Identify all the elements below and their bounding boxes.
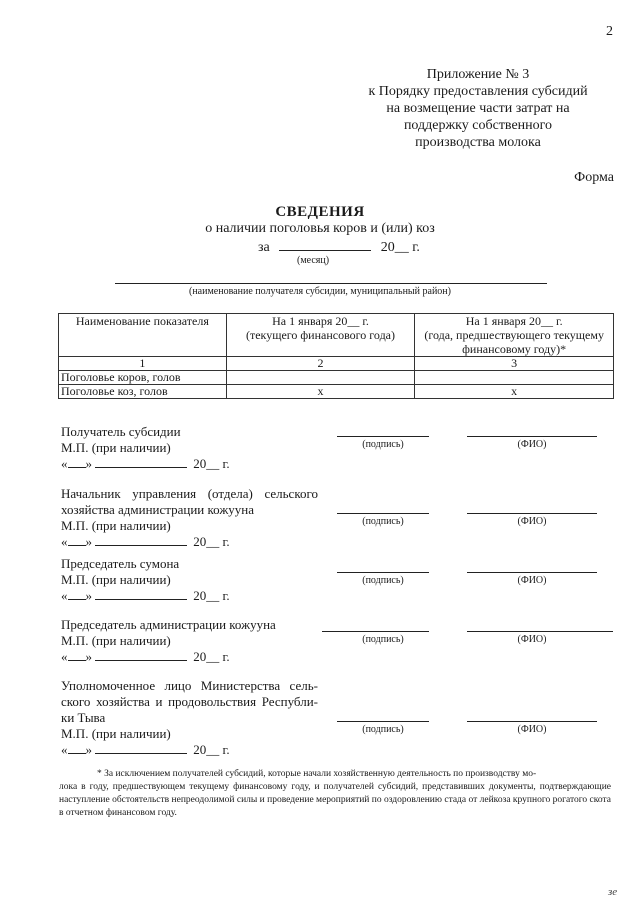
signatory-block (61, 617, 276, 665)
signature-line (337, 436, 429, 437)
appendix-line: Приложение № 3 (426, 67, 530, 82)
table-cell: х (415, 385, 614, 399)
stamp-note: М.П. (при наличии) (61, 633, 171, 648)
fio-line (467, 436, 597, 437)
date-line: « » 20__ г. (61, 649, 230, 664)
signatory-title: Председатель администрации кожууна (61, 617, 276, 632)
recipient-caption: (наименование получателя субсидии, муниципальный район) (189, 286, 451, 297)
table-header-cell: На 1 января 20__ г. (года, предшествующего текущему финансовому году)* (415, 314, 614, 357)
handwritten-mark: зе (608, 886, 618, 898)
appendix-line: поддержку собственного (403, 118, 553, 133)
table-cell: Поголовье коров, голов (59, 371, 227, 385)
period-year: 20__ г. (380, 240, 420, 255)
fio-caption: (ФИО) (517, 724, 547, 735)
period-line (258, 238, 420, 256)
appendix-heading (363, 66, 593, 151)
document-subtitle: о наличии поголовья коров и (или) коз (205, 221, 435, 236)
table-cell: Поголовье коз, голов (59, 385, 227, 399)
fio-caption: (ФИО) (517, 575, 547, 586)
table-cell (226, 371, 415, 385)
table-number-row (59, 357, 614, 371)
fio-line (467, 721, 597, 722)
footnote-first-line: * За исключением получателей субсидий, которые начали хозяйственную деятельность по производству мо- (97, 769, 537, 779)
period-prefix: за (258, 240, 270, 255)
signatory-title: ки Тыва (61, 710, 106, 725)
fio-line (467, 572, 597, 573)
signatory-block (61, 424, 230, 472)
month-blank (279, 238, 371, 251)
form-label: Форма (574, 170, 614, 185)
date-line: « » 20__ г. (61, 742, 230, 757)
signature-line (337, 513, 429, 514)
signatory-block (61, 486, 318, 550)
date-line: « » 20__ г. (61, 456, 230, 471)
stamp-note: М.П. (при наличии) (61, 572, 171, 587)
signatory-title: Начальник управления (отдела) сельского (61, 486, 318, 501)
table-row (59, 385, 614, 399)
signatory-block (61, 556, 230, 604)
footnote (59, 768, 611, 820)
signature-caption: (подпись) (362, 575, 404, 586)
stamp-note: М.П. (при наличии) (61, 440, 171, 455)
livestock-table (58, 313, 614, 399)
fio-caption: (ФИО) (517, 634, 547, 645)
fio-line (467, 631, 613, 632)
appendix-line: производства молока (415, 135, 541, 150)
stamp-note: М.П. (при наличии) (61, 726, 171, 741)
table-header-cell: Наименование показателя (59, 314, 227, 357)
table-header-cell: На 1 января 20__ г. (текущего финансового года) (226, 314, 415, 357)
signature-caption: (подпись) (362, 724, 404, 735)
signatory-title: Уполномоченное лицо Министерства сель- (61, 678, 318, 693)
month-caption: (месяц) (297, 255, 330, 266)
page-number: 2 (606, 24, 613, 39)
signatory-title: Председатель сумона (61, 556, 180, 571)
fio-line (467, 513, 597, 514)
signatory-title: хозяйства администрации кожууна (61, 502, 255, 517)
signature-line (337, 721, 429, 722)
footnote-continuation: лока в году, предшествующем текущему финансовому году, и получателей субсидий, представивших документы, подтверждающие наступление обстоятельств непреодолимой силы и проведение мероприятий по оздоровлению стада от лейкоза крупного рогатого скота в отчетном финансовом году. (59, 782, 611, 818)
date-line: « » 20__ г. (61, 588, 230, 603)
signature-caption: (подпись) (362, 634, 404, 645)
fio-caption: (ФИО) (517, 439, 547, 450)
signatory-block (61, 678, 318, 758)
signature-caption: (подпись) (362, 439, 404, 450)
table-cell: 1 (59, 357, 227, 371)
table-row (59, 371, 614, 385)
signatory-title: ского хозяйства и продовольствия Республи- (61, 694, 318, 709)
table-cell (415, 371, 614, 385)
appendix-line: к Порядку предоставления субсидий (368, 84, 588, 99)
signature-caption: (подпись) (362, 516, 404, 527)
signature-line (337, 572, 429, 573)
table-cell: 3 (415, 357, 614, 371)
signatory-title: Получатель субсидии (61, 424, 181, 439)
appendix-line: на возмещение части затрат на (386, 101, 570, 116)
table-cell: 2 (226, 357, 415, 371)
date-line: « » 20__ г. (61, 534, 230, 549)
stamp-note: М.П. (при наличии) (61, 518, 171, 533)
recipient-blank-line (115, 283, 547, 284)
fio-caption: (ФИО) (517, 516, 547, 527)
document-title: СВЕДЕНИЯ (275, 204, 365, 220)
table-header-row (59, 314, 614, 357)
table-cell: х (226, 385, 415, 399)
signature-line (322, 631, 429, 632)
